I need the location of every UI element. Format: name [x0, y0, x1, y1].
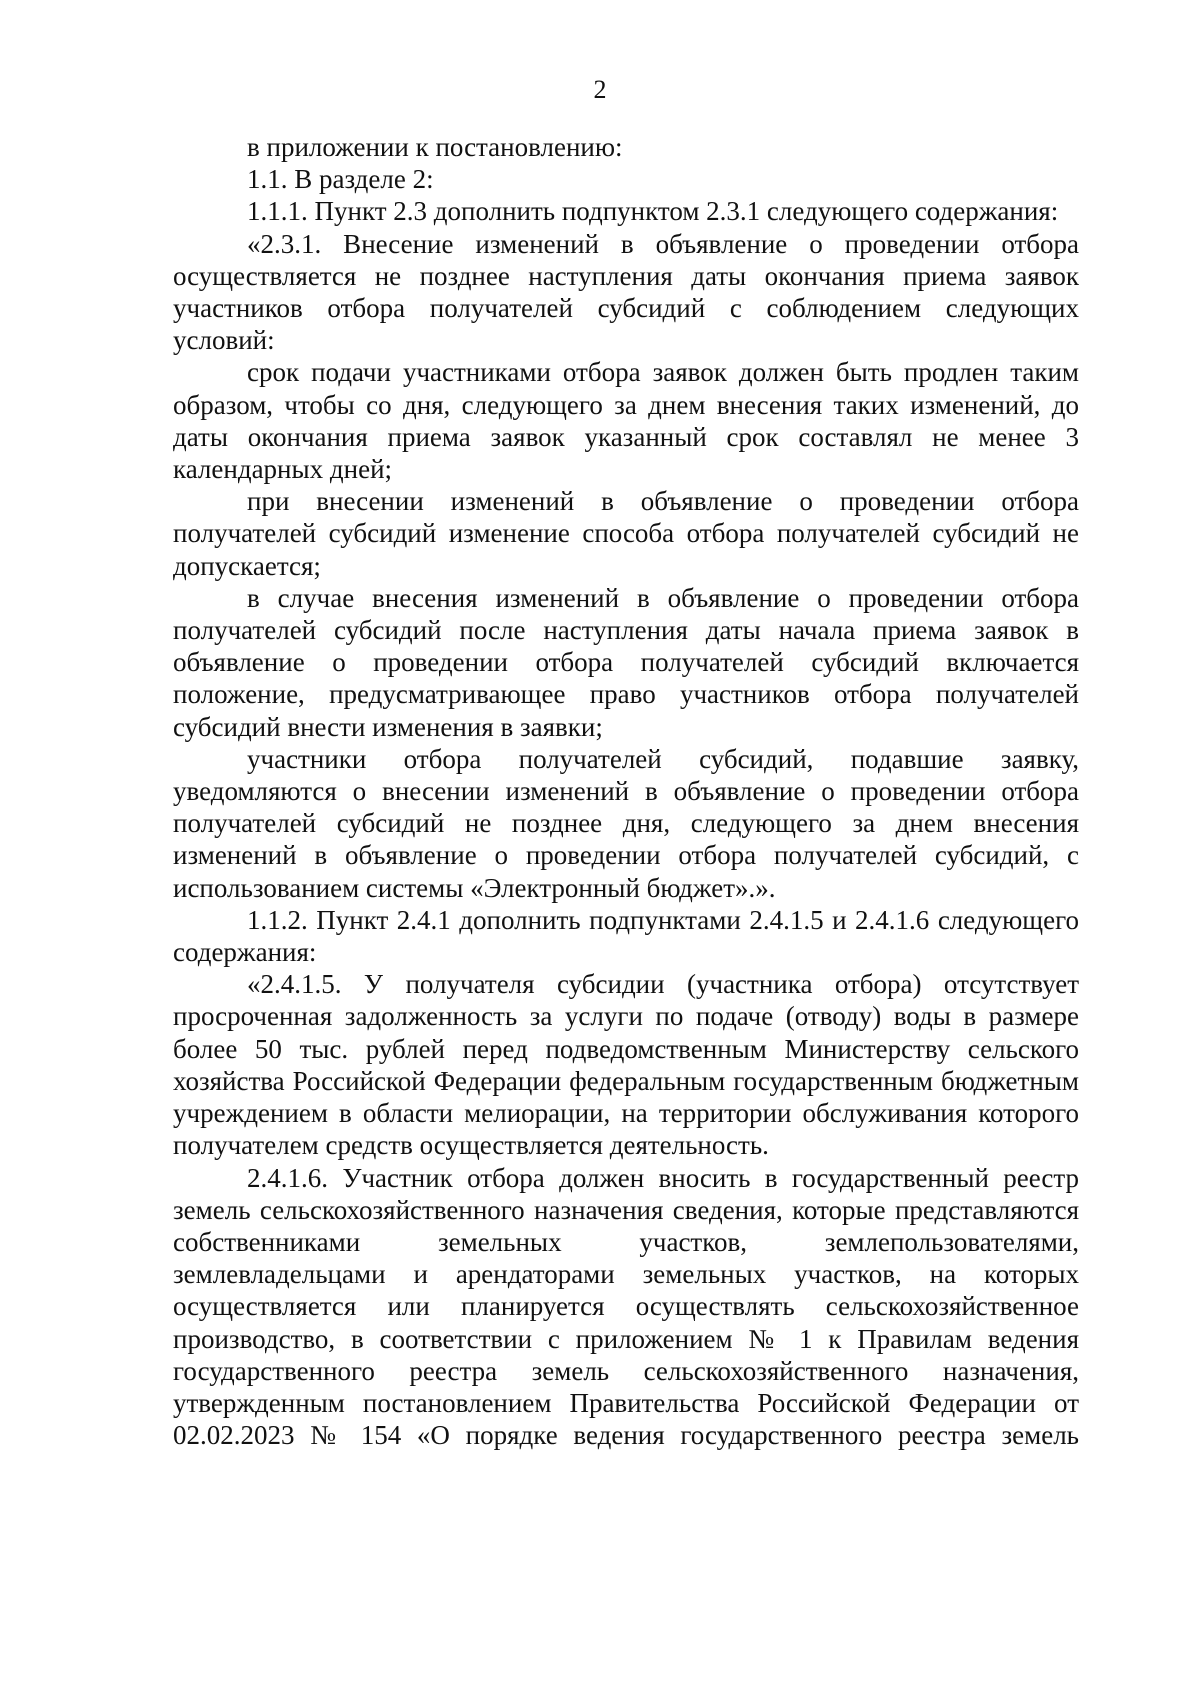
- page-number: 2: [593, 75, 607, 104]
- paragraph-method-change: при внесении изменений в объявление о проведении отбора получателей субсидий изменение способа отбора получателей субсидий не допускается;: [173, 486, 1079, 581]
- paragraph-1-1-2: 1.1.2. Пункт 2.4.1 дополнить подпунктами 2.4.1.5 и 2.4.1.6 следующего содержания:: [173, 904, 1079, 968]
- document-body: [173, 131, 1079, 1451]
- paragraph-2-4-1-6: 2.4.1.6. Участник отбора должен вносить в государственный реестр земель сельскохозяйственного назначения сведения, которые представляются собственниками земельных участков, землепользователями, землевладельцами и арендаторами земельных участков, на которых осуществляется или планируется осуществлять сельскохозяйственное производство, в соответствии с приложением № 1 к Правилам ведения государственного реестра земель сельскохозяйственного назначения, утвержденным постановлением Правительства Российской Федерации от 02.02.2023 № 154 «О порядке ведения государственного реестра земель: [173, 1162, 1079, 1451]
- paragraph-after-start: в случае внесения изменений в объявление о проведении отбора получателей субсидий после наступления даты начала приема заявок в объявление о проведении отбора получателей субсидий включается положение, предусматривающее право участников отбора получателей субсидий внести изменения в заявки;: [173, 582, 1079, 742]
- paragraph-1-1-1: 1.1.1. Пункт 2.3 дополнить подпунктом 2.3.1 следующего содержания:: [247, 196, 1059, 227]
- paragraph-2-3-1: «2.3.1. Внесение изменений в объявление о проведении отбора осуществляется не позднее наступления даты окончания приема заявок участников отбора получателей субсидий с соблюдением следующих условий:: [173, 228, 1079, 356]
- paragraph-deadline-extension: срок подачи участниками отбора заявок должен быть продлен таким образом, чтобы со дня, следующего за днем внесения таких изменений, до даты окончания приема заявок указанный срок составлял не менее 3 календарных дней;: [173, 357, 1079, 485]
- paragraph-intro: в приложении к постановлению:: [247, 132, 623, 162]
- paragraph-1-1: 1.1. В разделе 2:: [247, 164, 434, 195]
- paragraph-2-4-1-5: «2.4.1.5. У получателя субсидии (участника отбора) отсутствует просроченная задолженность за услуги по подаче (отводу) воды в размере более 50 тыс. рублей перед подведомственным Министерству сельского хозяйства Российской Федерации федеральным государственным бюджетным учреждением в области мелиорации, на территории обслуживания которого получателем средств осуществляется деятельность.: [173, 969, 1079, 1161]
- paragraph-notification: участники отбора получателей субсидий, подавшие заявку, уведомляются о внесении изменений в объявление о проведении отбора получателей субсидий не позднее дня, следующего за днем внесения изменений в объявление о проведении отбора получателей субсидий, с использованием системы «Электронный бюджет».».: [173, 743, 1079, 903]
